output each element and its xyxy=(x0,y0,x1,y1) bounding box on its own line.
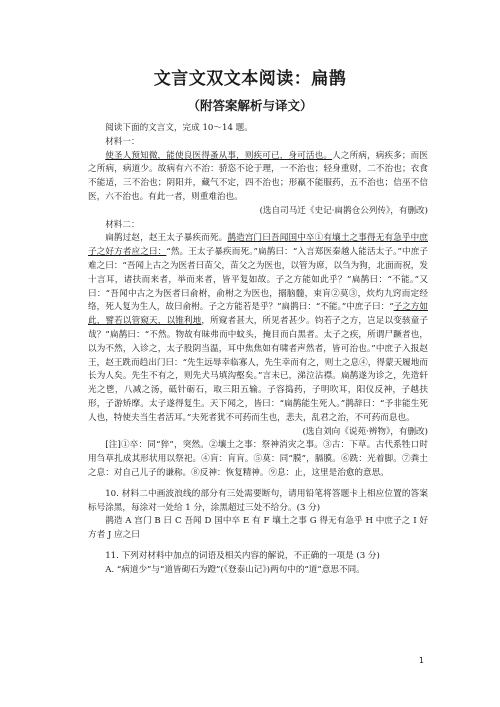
material2-text xyxy=(88,232,428,425)
material1-body: 人之所病，病疾多；而医之所病，病道少。故病有六不治：骄恣不论于理，一不治也；轻身重财，二不治也；衣食不能适，三不治也；阴阳并，藏气不定，四不治也；形羸不能服药，五不治也；信巫不信医，六不治也。有此一者，则重难治也。 xyxy=(88,150,428,202)
material2-source: (选自刘向《说苑·辨物》，有删改) xyxy=(302,426,428,437)
material2-part-c: ，所窥者甚大，所见者甚少。钧若子之方，岂足以变骇童子哉？”扁鹊曰：“不然。物故有昧弗而中蚊头，掩目而白黑者。太子之疾，所谓尸蹶者也，以为不然，入诊之，太子股阴当温，耳中焦焦如有啸者声然者，皆可治也。”中庶子入报赵王，赵王跣而趋出门曰：“先生远辱幸临寡人，先生幸而有之，则土之息④，得蒙天履地而长为人矣。先生不有之，则先犬马填沟壑矣。”言未已，涕泣沾襟。扁鹊遂为诊之，先造轩光之鬯，八减之汤，砥针砺石，取三阳五输。子容捣药，子明吹耳，阳仪反神，子越扶形，子游矫摩。太子遂得复生。天下闻之，皆曰：“扁鹊能生死人。”鹊辞曰：“予非能生死人也，特使夫当生者活耳。”夫死者犹不可药而生也，悲夫，乱君之治，不可药而息也。 xyxy=(88,316,428,423)
question-10-options: 鹊造 A 宫门 B 曰 C 吾闻 D 国中卒 E 有 F 壤土之事 G 得无有急乎 H 中庶子之 I 好方者 J 应之曰 xyxy=(88,516,428,541)
material2-label: 材料二： xyxy=(105,219,140,230)
material2-part-b: “然。王太子暴疾而死。”扁鹊曰：“入言郑医秦越人能活太子。”中庶子难之曰：“吾闻上古之为医者曰苗父，苗父之为医也，以管为席，以刍为狗，北面而祝，发十言耳，诸扶而来者，举而来者，皆平复如故。子之方能如此乎？”扁鹊曰：“不能。”又曰：“吾闻中古之为医者曰俞柎，俞柎之为医也，搦脑髓，束肓②莫③，炊灼九窍而定经络，死人复为生人，故曰俞柎。子之方能若是乎？”扁鹊曰：“不能。”中庶子曰：“ xyxy=(88,247,428,313)
document-body xyxy=(88,122,428,578)
page-subtitle: （附答案解析与译文） xyxy=(187,98,313,113)
page-number: 1 xyxy=(418,656,424,665)
question-10-stem: 10. 材料二中画波浪线的部分有三处需要断句，请用铅笔将答题卡上相应位置的答案标号涂黑，每涂对一处给 1 分，涂黑超过三处不给分。(3 分) xyxy=(88,488,428,513)
question-11-option-a: A. “病道少”与“道皆砌石为蹬”(《登泰山记》)两句中的“道”意思不同。 xyxy=(105,564,365,575)
material2-wavy-line: 鹊造宫门曰吾闻国中卒①有壤土之事得无有急乎中庶子之好方者应之曰： xyxy=(88,233,428,258)
material1-label: 材料一： xyxy=(105,136,140,147)
material2-part-a: 扁鹊过赵，赵王太子暴疾而死。 xyxy=(105,233,228,244)
material1-source: (选自司马迁《史记·扁鹊仓公列传》，有删改) xyxy=(259,205,428,216)
material1-underlined: 使圣人预知微，能使良医得蚤从事，则疾可已，身可活也。 xyxy=(105,150,333,161)
instruction-text: 阅读下面的文言文，完成 10～14 题。 xyxy=(105,123,253,133)
notes: [注]①卒：同“猝”，突然。②壤土之事：祭神消灾之事。③古：下草。古代系牲口时用刍草扎成其形状用以祭祀。④肓：肓肓。⑤莫：同“膜”，膈膜。⑥跣：光着脚。⑦粪土之息：对自己儿子的谦称。⑧反神：恢复精神。⑨息：止，这里是治愈的意思。 xyxy=(88,440,428,478)
question-11-stem: 11. 下列对材料中加点的词语及相关内容的解说，不正确的一项是 (3 分) xyxy=(105,550,380,561)
material2-underlined: 子之方如此，譬若以管窥天，以锥利地 xyxy=(88,302,428,327)
material1-text xyxy=(88,150,428,205)
page-title: 文言文双文本阅读：扁鹊 xyxy=(153,69,347,89)
